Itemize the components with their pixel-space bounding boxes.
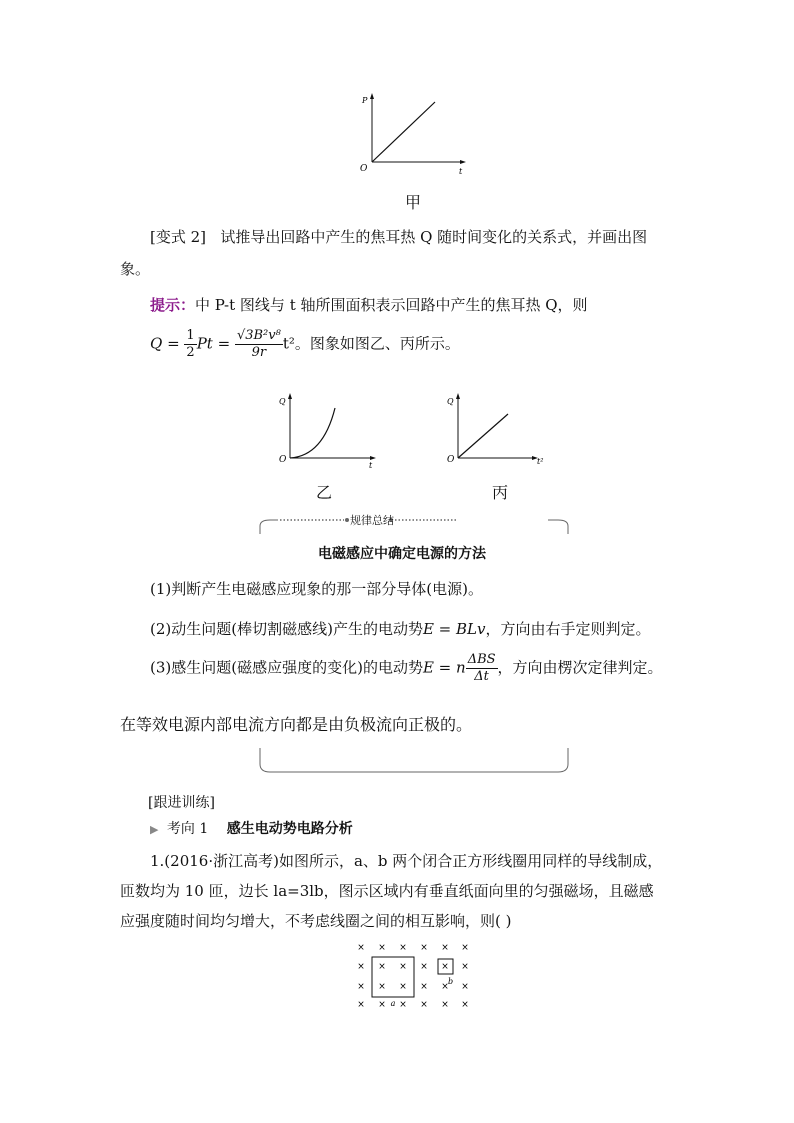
rule-box-title: 电磁感应中确定电源的方法 xyxy=(318,546,486,562)
field-mark: × xyxy=(461,982,469,992)
hint-line xyxy=(150,294,588,315)
field-mark: × xyxy=(461,1000,469,1010)
graph-yi-caption: 乙 xyxy=(316,483,333,502)
graph-jia xyxy=(355,90,475,185)
training-header: [跟进训练] xyxy=(148,795,215,811)
rule-item3: (3)感生问题(磁感应强度的变化)的电动势E = n $\frac{\text{ΔBS}}{\Delta t}$ ，方向由楞次定律判定。 xyxy=(150,652,663,684)
emf-frac: $\frac{\text{ΔBS}}{\Delta t}$ xyxy=(467,652,496,684)
q1-line3: 应强度随时间均匀增大，不考虑线圈之间的相互影响，则( ) xyxy=(120,912,512,930)
graph-bing-caption: 丙 xyxy=(492,483,509,502)
direction-label: 考向 1 xyxy=(166,821,209,837)
graph-jia-y-label: P xyxy=(362,96,368,105)
rule-box-header: 规律总结 xyxy=(350,514,394,527)
field-mark: × xyxy=(399,962,407,972)
direction-row xyxy=(150,818,353,838)
field-mark: × xyxy=(378,962,386,972)
hint-formula xyxy=(150,328,460,361)
field-mark: × xyxy=(461,943,469,953)
field-mark: × xyxy=(399,982,407,992)
q1-line1: 1.(2016·浙江高考)如图所示，a、b 两个闭合正方形线圈用同样的导线制成， xyxy=(150,852,663,870)
rule-item1: (1)判断产生电磁感应现象的那一部分导体(电源)。 xyxy=(150,580,483,598)
formula-pt: Pt = xyxy=(196,334,231,353)
field-mark: × xyxy=(357,962,365,972)
formula-tail: t²。图象如图乙、丙所示。 xyxy=(282,334,460,353)
q1-line2: 匝数均为 10 匝，边长 la=3lb，图示区域内有垂直纸面向里的匀强磁场，且磁感 xyxy=(120,882,654,900)
variant2-line1 xyxy=(150,226,647,247)
formula-half: $\frac{1}{2}$ xyxy=(186,328,195,360)
graph-yi xyxy=(275,390,385,470)
hint-label: 提示： xyxy=(150,296,196,314)
field-mark: × xyxy=(420,982,428,992)
field-mark: × xyxy=(378,943,386,953)
field-mark: × xyxy=(399,943,407,953)
graph-yi-origin: O xyxy=(279,455,287,465)
emf-formula-induced: E = n xyxy=(422,658,466,677)
field-mark: × xyxy=(420,1000,428,1010)
field-mark: × xyxy=(461,962,469,972)
variant2-tag: [变式 2] xyxy=(150,228,207,246)
field-mark: × xyxy=(420,943,428,953)
graph-jia-x-label: t xyxy=(459,167,463,176)
field-mark: × xyxy=(378,1000,386,1010)
magnetic-field-figure xyxy=(350,938,475,1013)
field-mark: × xyxy=(441,1000,449,1010)
graph-jia-caption: 甲 xyxy=(405,193,422,212)
graph-yi-x-label: t xyxy=(369,461,373,470)
graph-bing-origin: O xyxy=(447,455,455,465)
field-mark: × xyxy=(357,1000,365,1010)
graph-yi-y-label: Q xyxy=(279,397,286,406)
rule-item2: (2)动生问题(棒切割磁感线)产生的电动势E = BLv，方向由右手定则判定。 xyxy=(150,620,651,638)
coil-a-label: a xyxy=(390,999,396,1008)
field-mark: × xyxy=(378,982,386,992)
field-mark: × xyxy=(441,943,449,953)
graph-jia-origin: O xyxy=(360,164,368,174)
field-mark: × xyxy=(399,1000,407,1010)
variant2-line2: 象。 xyxy=(120,260,151,278)
triangle-icon: ▶ xyxy=(150,823,159,836)
field-mark: × xyxy=(441,962,449,972)
field-mark: × xyxy=(357,982,365,992)
field-mark: × xyxy=(357,943,365,953)
variant2-question: 试推导出回路中产生的焦耳热 Q 随时间变化的关系式，并画出图 xyxy=(220,228,648,246)
rule-item4: 在等效电源内部电流方向都是由负极流向正极的。 xyxy=(120,715,473,734)
field-mark: × xyxy=(420,962,428,972)
emf-formula-motional: E = BLv xyxy=(422,620,486,638)
graph-bing-x-label: t² xyxy=(537,457,544,466)
hint-text: 中 P-t 图线与 t 轴所围面积表示回路中产生的焦耳热 Q，则 xyxy=(195,296,588,314)
field-mark: × xyxy=(441,982,449,992)
formula-q: Q = xyxy=(150,334,180,353)
direction-title: 感生电动势电路分析 xyxy=(226,821,353,837)
coil-b-label: b xyxy=(448,977,454,986)
formula-main-frac: $\frac{\text{√3B²v⁸}}{9r}$ xyxy=(236,328,281,360)
graph-bing xyxy=(443,390,553,470)
graph-bing-y-label: Q xyxy=(447,397,454,406)
